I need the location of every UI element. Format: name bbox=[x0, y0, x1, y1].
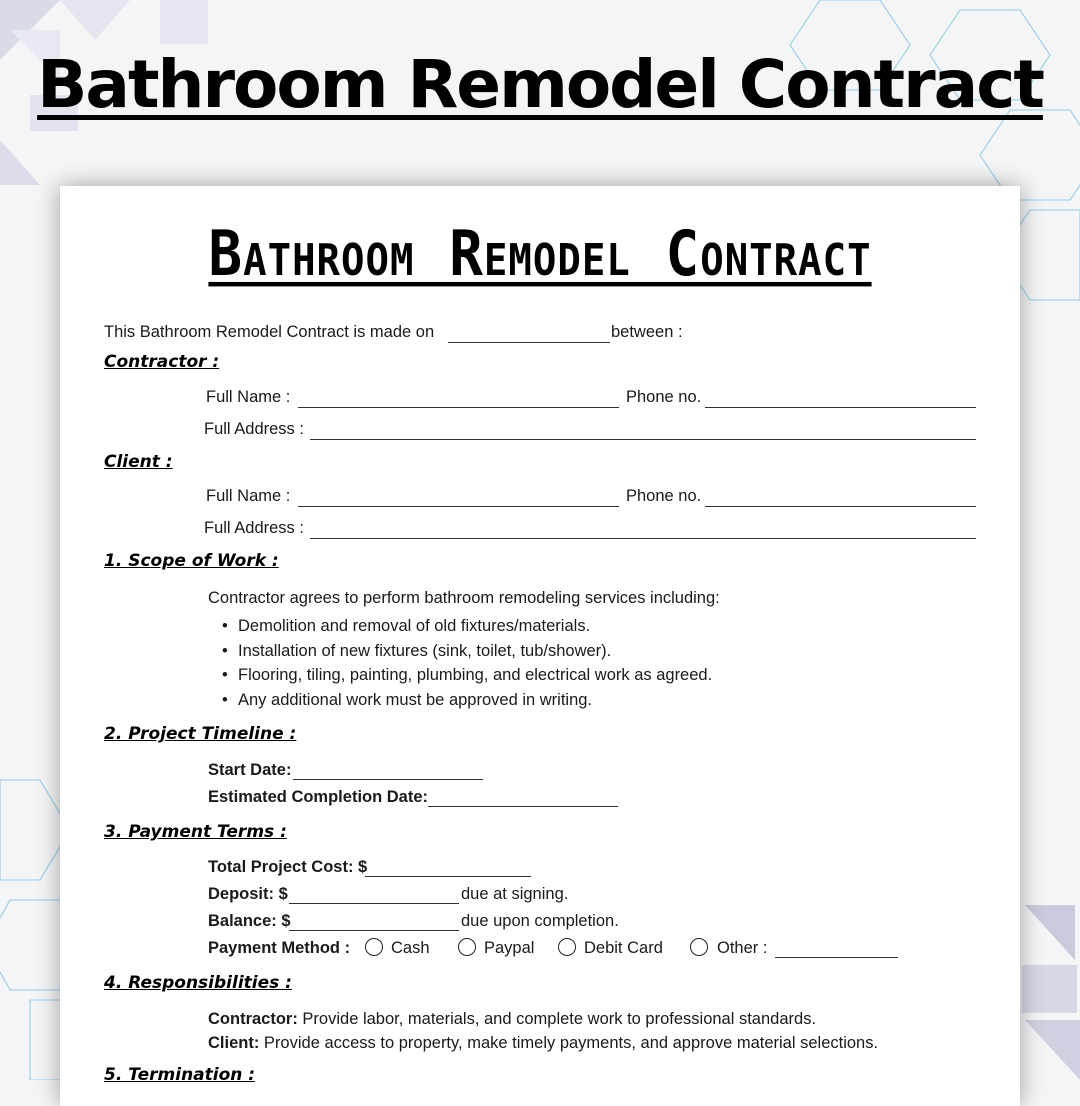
document-title: Bathroom Remodel Contract bbox=[208, 218, 872, 291]
payment-method-label: Payment Method : bbox=[208, 939, 351, 957]
contractor-name-field[interactable] bbox=[298, 407, 619, 408]
list-item: • Any additional work must be approved in writing. bbox=[222, 688, 712, 713]
contract-date-field[interactable] bbox=[448, 342, 610, 343]
client-heading: Client : bbox=[104, 452, 173, 472]
contractor-phone-field[interactable] bbox=[705, 407, 976, 408]
deposit-label: Deposit: $ bbox=[208, 885, 288, 903]
completion-date-label: Estimated Completion Date: bbox=[208, 788, 429, 806]
debit-card-label: Debit Card bbox=[584, 939, 663, 957]
cash-label: Cash bbox=[391, 939, 430, 957]
contractor-phone-label: Phone no. bbox=[626, 388, 702, 406]
contractor-name-label: Full Name : bbox=[206, 388, 291, 406]
list-item: • Installation of new fixtures (sink, toilet, tub/shower). bbox=[222, 639, 712, 664]
intro-text: This Bathroom Remodel Contract is made on bbox=[104, 323, 435, 341]
deposit-field[interactable] bbox=[289, 903, 459, 904]
paypal-label: Paypal bbox=[484, 939, 535, 957]
other-method-field[interactable] bbox=[775, 957, 898, 958]
contractor-address-label: Full Address : bbox=[204, 420, 304, 438]
contractor-responsibility-label: Contractor: bbox=[208, 1010, 298, 1028]
contractor-address-field[interactable] bbox=[310, 439, 976, 440]
banner-title: Bathroom Remodel Contract bbox=[37, 46, 1043, 123]
client-address-label: Full Address : bbox=[204, 519, 304, 537]
list-item: • Flooring, tiling, painting, plumbing, and electrical work as agreed. bbox=[222, 663, 712, 688]
balance-field[interactable] bbox=[289, 930, 459, 931]
scope-intro: Contractor agrees to perform bathroom remodeling services including: bbox=[208, 589, 720, 607]
contract-document bbox=[60, 186, 1020, 1106]
client-responsibility-text: Provide access to property, make timely payments, and approve material selections. bbox=[259, 1034, 879, 1052]
other-radio[interactable] bbox=[690, 938, 708, 956]
client-address-field[interactable] bbox=[310, 538, 976, 539]
list-item: • Demolition and removal of old fixtures/materials. bbox=[222, 614, 712, 639]
intro-between: between : bbox=[611, 323, 683, 341]
contractor-heading: Contractor : bbox=[104, 352, 220, 372]
client-name-label: Full Name : bbox=[206, 487, 291, 505]
scope-heading: 1. Scope of Work : bbox=[104, 551, 279, 571]
timeline-heading: 2. Project Timeline : bbox=[104, 724, 297, 744]
client-name-field[interactable] bbox=[298, 506, 619, 507]
client-responsibility bbox=[208, 1033, 878, 1053]
start-date-label: Start Date: bbox=[208, 761, 292, 779]
completion-date-field[interactable] bbox=[428, 806, 618, 807]
balance-label: Balance: $ bbox=[208, 912, 291, 930]
client-responsibility-label: Client: bbox=[208, 1034, 260, 1052]
debit-card-radio[interactable] bbox=[558, 938, 576, 956]
client-phone-label: Phone no. bbox=[626, 487, 702, 505]
paypal-radio[interactable] bbox=[458, 938, 476, 956]
total-cost-label: Total Project Cost: $ bbox=[208, 858, 368, 876]
balance-suffix: due upon completion. bbox=[461, 912, 619, 930]
deposit-suffix: due at signing. bbox=[461, 885, 569, 903]
client-phone-field[interactable] bbox=[705, 506, 976, 507]
start-date-field[interactable] bbox=[293, 779, 483, 780]
scope-list bbox=[222, 614, 712, 712]
total-cost-field[interactable] bbox=[365, 876, 531, 877]
responsibilities-heading: 4. Responsibilities : bbox=[104, 973, 292, 993]
contractor-responsibility-text: Provide labor, materials, and complete work to professional standards. bbox=[297, 1010, 817, 1028]
payment-heading: 3. Payment Terms : bbox=[104, 822, 287, 842]
cash-radio[interactable] bbox=[365, 938, 383, 956]
other-label: Other : bbox=[717, 939, 768, 957]
contractor-responsibility bbox=[208, 1009, 816, 1029]
termination-heading: 5. Termination : bbox=[104, 1065, 256, 1085]
